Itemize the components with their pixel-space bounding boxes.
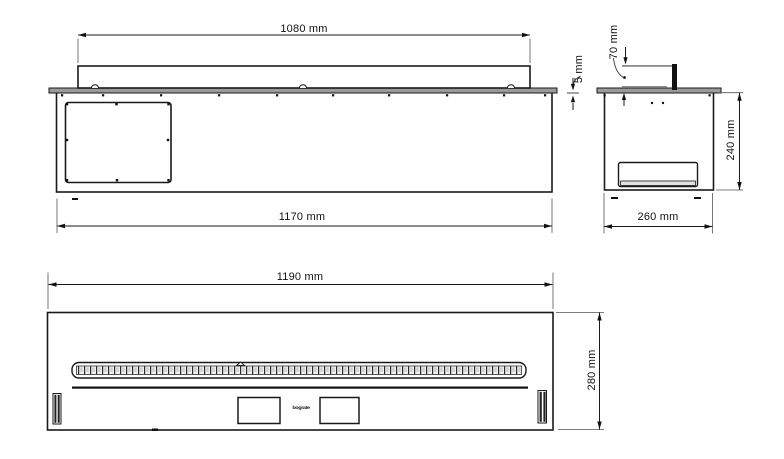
plan-view: [48, 313, 554, 432]
plan-divider-line: [72, 387, 528, 389]
label-plan-width: 1190 mm: [276, 271, 324, 283]
label-plan-depth: 280 mm: [586, 349, 598, 391]
side-foot-mark-left: [611, 197, 618, 199]
label-burner-protrusion: 70 mm: [608, 24, 620, 60]
burner-strip-ruler: [77, 366, 522, 375]
side-top-flange: [597, 88, 721, 93]
front-foot-mark: [72, 198, 78, 200]
label-side-height: 240 mm: [725, 119, 737, 161]
plan-box-right: [320, 398, 359, 424]
label-front-bottom-width: 1170 mm: [278, 211, 326, 223]
front-view: [49, 66, 557, 200]
plan-edge-tick: [152, 429, 158, 432]
side-vent-lip: [621, 181, 696, 186]
side-view: [597, 64, 721, 199]
label-front-top-width: 1080 mm: [280, 23, 328, 35]
side-lid-lower-edge: [622, 86, 667, 88]
label-plate-offset: 5 mm: [573, 54, 585, 84]
side-flame-guard: [672, 64, 677, 90]
brand-logo: bograte: [292, 405, 310, 411]
side-foot-mark-right: [694, 197, 701, 199]
plan-left-slot: [53, 394, 61, 425]
dim-front-top-width: [78, 33, 530, 63]
side-lid-upper-edge: [622, 65, 672, 67]
front-access-panel: [66, 103, 172, 183]
label-side-depth: 260 mm: [637, 211, 679, 223]
plan-box-left: [238, 398, 280, 424]
plan-right-slot: [538, 391, 547, 424]
